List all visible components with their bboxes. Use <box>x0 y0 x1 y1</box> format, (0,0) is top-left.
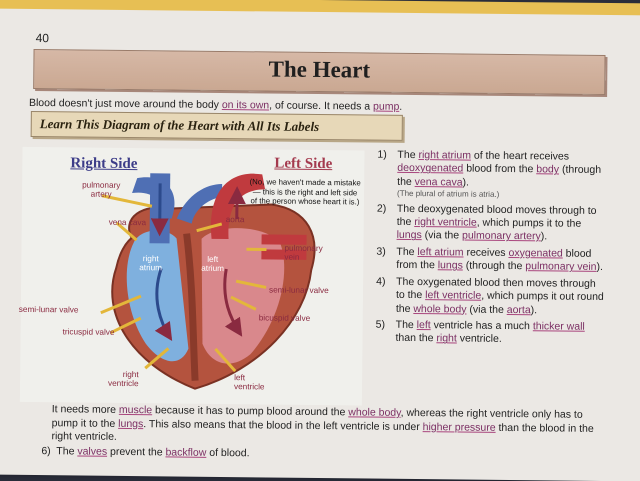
intro-text-part: . <box>399 101 402 113</box>
continuation-underline: muscle <box>119 404 152 416</box>
step-text: than the <box>395 332 436 344</box>
step-text: The deoxygenated blood moves through to the <box>397 202 597 228</box>
label-pulmonary-vein: pulmonary vein <box>284 244 322 262</box>
step-underline: body <box>536 164 559 176</box>
step-text: ventricle. <box>457 333 502 345</box>
continuation-text: . This also means that the blood in the left ventricle is under <box>143 418 423 433</box>
step-text: of the heart receives <box>471 150 569 163</box>
continuation-underline: lungs <box>118 418 143 430</box>
step-underline: deoxygenated <box>397 162 463 175</box>
step-underline: pulmonary artery <box>462 230 541 243</box>
section-heading: Learn This Diagram of the Heart with All Its Labels <box>40 116 320 135</box>
step-underline: left atrium <box>417 246 463 258</box>
step-text: (via the <box>422 230 462 242</box>
page-title: The Heart <box>34 54 604 86</box>
label-vena-cava: vena cava <box>109 218 146 227</box>
step-underline: left ventricle <box>425 289 481 302</box>
steps-list <box>375 149 607 351</box>
step-text: blood from the <box>463 163 536 176</box>
label-right-ventricle: right ventricle <box>108 370 139 388</box>
left-side-title: Left Side <box>274 156 332 174</box>
label-semi-lunar-valve-left: semi-lunar valve <box>269 285 329 295</box>
step-text: The <box>396 246 417 258</box>
step-text: prevent the <box>107 446 165 459</box>
step-5-continuation <box>51 403 606 450</box>
continuation-text: than the blood in the right ventricle. <box>51 422 593 444</box>
step-underline: left <box>417 319 431 331</box>
step-text: of blood. <box>206 447 249 459</box>
step-text: The <box>56 445 77 457</box>
page-number: 40 <box>36 31 50 45</box>
intro-underline: on its own <box>222 99 269 111</box>
intro-text-part: Blood doesn't just move around the body <box>29 97 222 111</box>
step-number: 6) <box>41 445 50 457</box>
label-tricuspid-valve: tricuspid valve <box>63 327 115 337</box>
step-note: (The plural of atrium is atria.) <box>397 189 607 201</box>
side-note: (No, we haven't made a mistake — this is the right and left side of the person whose heart it is.) <box>249 177 361 207</box>
step-text: , which pumps it to the <box>477 217 582 230</box>
step-text: ). <box>541 231 548 243</box>
continuation-text: , whereas the right ventricle only has to pump it to the <box>52 407 583 430</box>
step-5 <box>375 319 605 348</box>
step-text: , which pumps it out round the <box>396 290 604 315</box>
step-underline: backflow <box>165 446 206 458</box>
page-top-edge <box>0 0 640 15</box>
continuation-underline: higher pressure <box>423 421 496 434</box>
step-underline: whole body <box>413 303 466 316</box>
right-side-title: Right Side <box>70 155 137 173</box>
step-number: 4) <box>376 275 385 289</box>
step-underline: aorta <box>507 304 531 316</box>
label-left-ventricle: left ventricle <box>234 373 265 391</box>
intro-text-part: , of course. It needs a <box>269 99 373 112</box>
section-heading-banner <box>31 111 403 141</box>
continuation-text: because it has to pump blood around the <box>152 404 348 418</box>
label-semi-lunar-valve-right: semi-lunar valve <box>19 305 79 315</box>
step-underline: lungs <box>397 229 422 241</box>
step-number: 1) <box>377 149 386 163</box>
label-pulmonary-artery: pulmonary artery <box>82 181 120 199</box>
continuation-text: It needs more <box>52 403 119 416</box>
label-aorta: aorta <box>226 215 245 224</box>
step-number: 5) <box>376 319 385 333</box>
step-underline: right <box>436 333 457 345</box>
step-underline: vena cava <box>415 176 463 189</box>
label-left-atrium: left atrium <box>201 255 224 273</box>
step-text: (through the <box>397 164 601 188</box>
step-text: ). <box>531 304 538 316</box>
title-banner <box>33 49 605 95</box>
step-text: receives <box>464 246 509 258</box>
step-text: ). <box>463 176 470 188</box>
step-1 <box>377 149 608 202</box>
continuation-underline: whole body <box>348 406 400 419</box>
step-text: blood from the <box>396 247 591 271</box>
step-underline: valves <box>77 445 107 457</box>
step-text: The <box>396 319 417 331</box>
label-bicuspid-valve: bicuspid valve <box>259 313 311 323</box>
step-text: ). <box>596 261 603 273</box>
step-text: The <box>397 149 418 161</box>
step-6 <box>41 445 249 459</box>
step-text: (via the <box>466 303 506 315</box>
step-underline: right ventricle <box>414 216 477 229</box>
step-3 <box>376 245 606 274</box>
step-underline: oxygenated <box>508 247 562 260</box>
step-underline: pulmonary vein <box>525 260 596 273</box>
step-text: (through the <box>463 260 526 273</box>
step-4 <box>376 275 606 318</box>
step-number: 2) <box>377 202 386 216</box>
step-2 <box>377 202 607 245</box>
textbook-page <box>0 5 640 481</box>
step-text: The oxygenated blood then moves through to the <box>396 276 596 302</box>
intro-underline: pump <box>373 101 399 113</box>
intro-text <box>29 97 402 113</box>
step-text: ventricle has a much <box>431 319 533 332</box>
step-underline: thicker wall <box>533 320 585 333</box>
step-number: 3) <box>376 245 385 259</box>
step-underline: right atrium <box>418 149 471 162</box>
step-underline: lungs <box>438 260 463 272</box>
label-right-atrium: right atrium <box>139 254 162 272</box>
